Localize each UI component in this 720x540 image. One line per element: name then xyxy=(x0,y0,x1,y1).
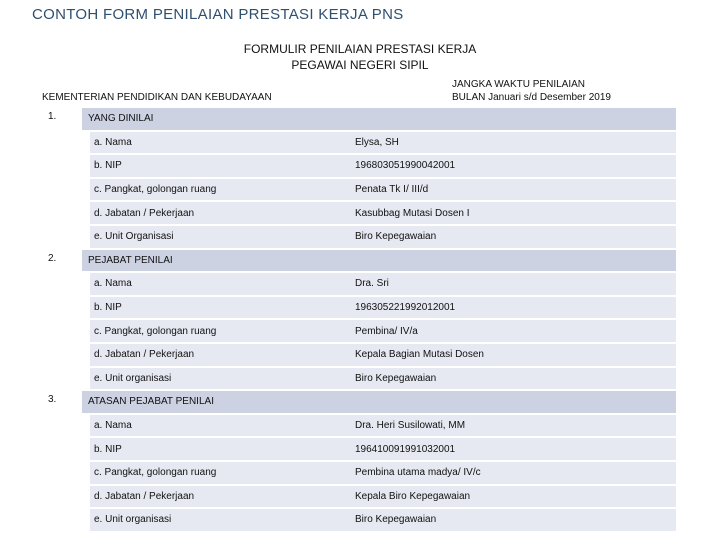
field-row xyxy=(42,319,676,343)
section-number: 2. xyxy=(42,249,82,391)
field-value: Kasubbag Mutasi Dosen I xyxy=(350,201,676,225)
field-label: e. Unit Organisasi xyxy=(90,225,350,249)
field-label: b. NIP xyxy=(90,437,350,461)
assessment-period xyxy=(452,78,611,104)
period-label: JANGKA WAKTU PENILAIAN xyxy=(452,79,585,90)
section-row xyxy=(42,107,676,131)
field-row xyxy=(42,367,676,391)
field-row xyxy=(42,508,676,531)
field-label: c. Pangkat, golongan ruang xyxy=(90,461,350,485)
row-indent xyxy=(82,343,90,367)
field-row xyxy=(42,437,676,461)
field-value: Dra. Heri Susilowati, MM xyxy=(350,414,676,438)
form-title xyxy=(200,41,520,73)
section-row xyxy=(42,390,676,414)
row-indent xyxy=(82,485,90,509)
field-row xyxy=(42,272,676,296)
field-row xyxy=(42,131,676,155)
field-label: d. Jabatan / Pekerjaan xyxy=(90,485,350,509)
field-value: 196305221992012001 xyxy=(350,296,676,320)
row-indent xyxy=(82,414,90,438)
row-indent xyxy=(82,178,90,202)
section-row xyxy=(42,249,676,273)
form-title-line1: FORMULIR PENILAIAN PRESTASI KERJA xyxy=(243,42,477,56)
row-indent xyxy=(82,296,90,320)
field-value: Biro Kepegawaian xyxy=(350,225,676,249)
field-value: Kepala Bagian Mutasi Dosen xyxy=(350,343,676,367)
field-row xyxy=(42,296,676,320)
field-value: Elysa, SH xyxy=(350,131,676,155)
slide-title: CONTOH FORM PENILAIAN PRESTASI KERJA PNS xyxy=(32,6,404,23)
field-label: b. NIP xyxy=(90,154,350,178)
row-indent xyxy=(82,225,90,249)
row-indent xyxy=(82,319,90,343)
field-row xyxy=(42,225,676,249)
field-value: Penata Tk I/ III/d xyxy=(350,178,676,202)
section-title: PEJABAT PENILAI xyxy=(82,249,676,273)
field-label: a. Nama xyxy=(90,414,350,438)
field-row xyxy=(42,343,676,367)
row-indent xyxy=(82,461,90,485)
row-indent xyxy=(82,367,90,391)
field-value: Dra. Sri xyxy=(350,272,676,296)
row-indent xyxy=(82,272,90,296)
field-value: Kepala Biro Kepegawaian xyxy=(350,485,676,509)
row-indent xyxy=(82,201,90,225)
field-label: a. Nama xyxy=(90,131,350,155)
field-label: d. Jabatan / Pekerjaan xyxy=(90,201,350,225)
section-number: 1. xyxy=(42,107,82,249)
field-label: b. NIP xyxy=(90,296,350,320)
assessment-form-table xyxy=(42,106,676,531)
field-row xyxy=(42,178,676,202)
form-title-line2: PEGAWAI NEGERI SIPIL xyxy=(291,58,429,72)
ministry-label: KEMENTERIAN PENDIDIKAN DAN KEBUDAYAAN xyxy=(42,92,272,103)
field-value: Pembina/ IV/a xyxy=(350,319,676,343)
field-row xyxy=(42,154,676,178)
field-label: c. Pangkat, golongan ruang xyxy=(90,178,350,202)
field-label: e. Unit organisasi xyxy=(90,508,350,531)
field-value: 196410091991032001 xyxy=(350,437,676,461)
field-row xyxy=(42,201,676,225)
field-row xyxy=(42,461,676,485)
field-value: Biro Kepegawaian xyxy=(350,508,676,531)
row-indent xyxy=(82,508,90,531)
field-label: a. Nama xyxy=(90,272,350,296)
section-title: YANG DINILAI xyxy=(82,107,676,131)
section-title: ATASAN PEJABAT PENILAI xyxy=(82,390,676,414)
row-indent xyxy=(82,437,90,461)
field-value: Pembina utama madya/ IV/c xyxy=(350,461,676,485)
row-indent xyxy=(82,154,90,178)
section-number: 3. xyxy=(42,390,82,531)
row-indent xyxy=(82,131,90,155)
field-label: e. Unit organisasi xyxy=(90,367,350,391)
period-range: BULAN Januari s/d Desember 2019 xyxy=(452,92,611,103)
field-label: c. Pangkat, golongan ruang xyxy=(90,319,350,343)
field-value: Biro Kepegawaian xyxy=(350,367,676,391)
field-row xyxy=(42,414,676,438)
field-value: 196803051990042001 xyxy=(350,154,676,178)
field-label: d. Jabatan / Pekerjaan xyxy=(90,343,350,367)
field-row xyxy=(42,485,676,509)
